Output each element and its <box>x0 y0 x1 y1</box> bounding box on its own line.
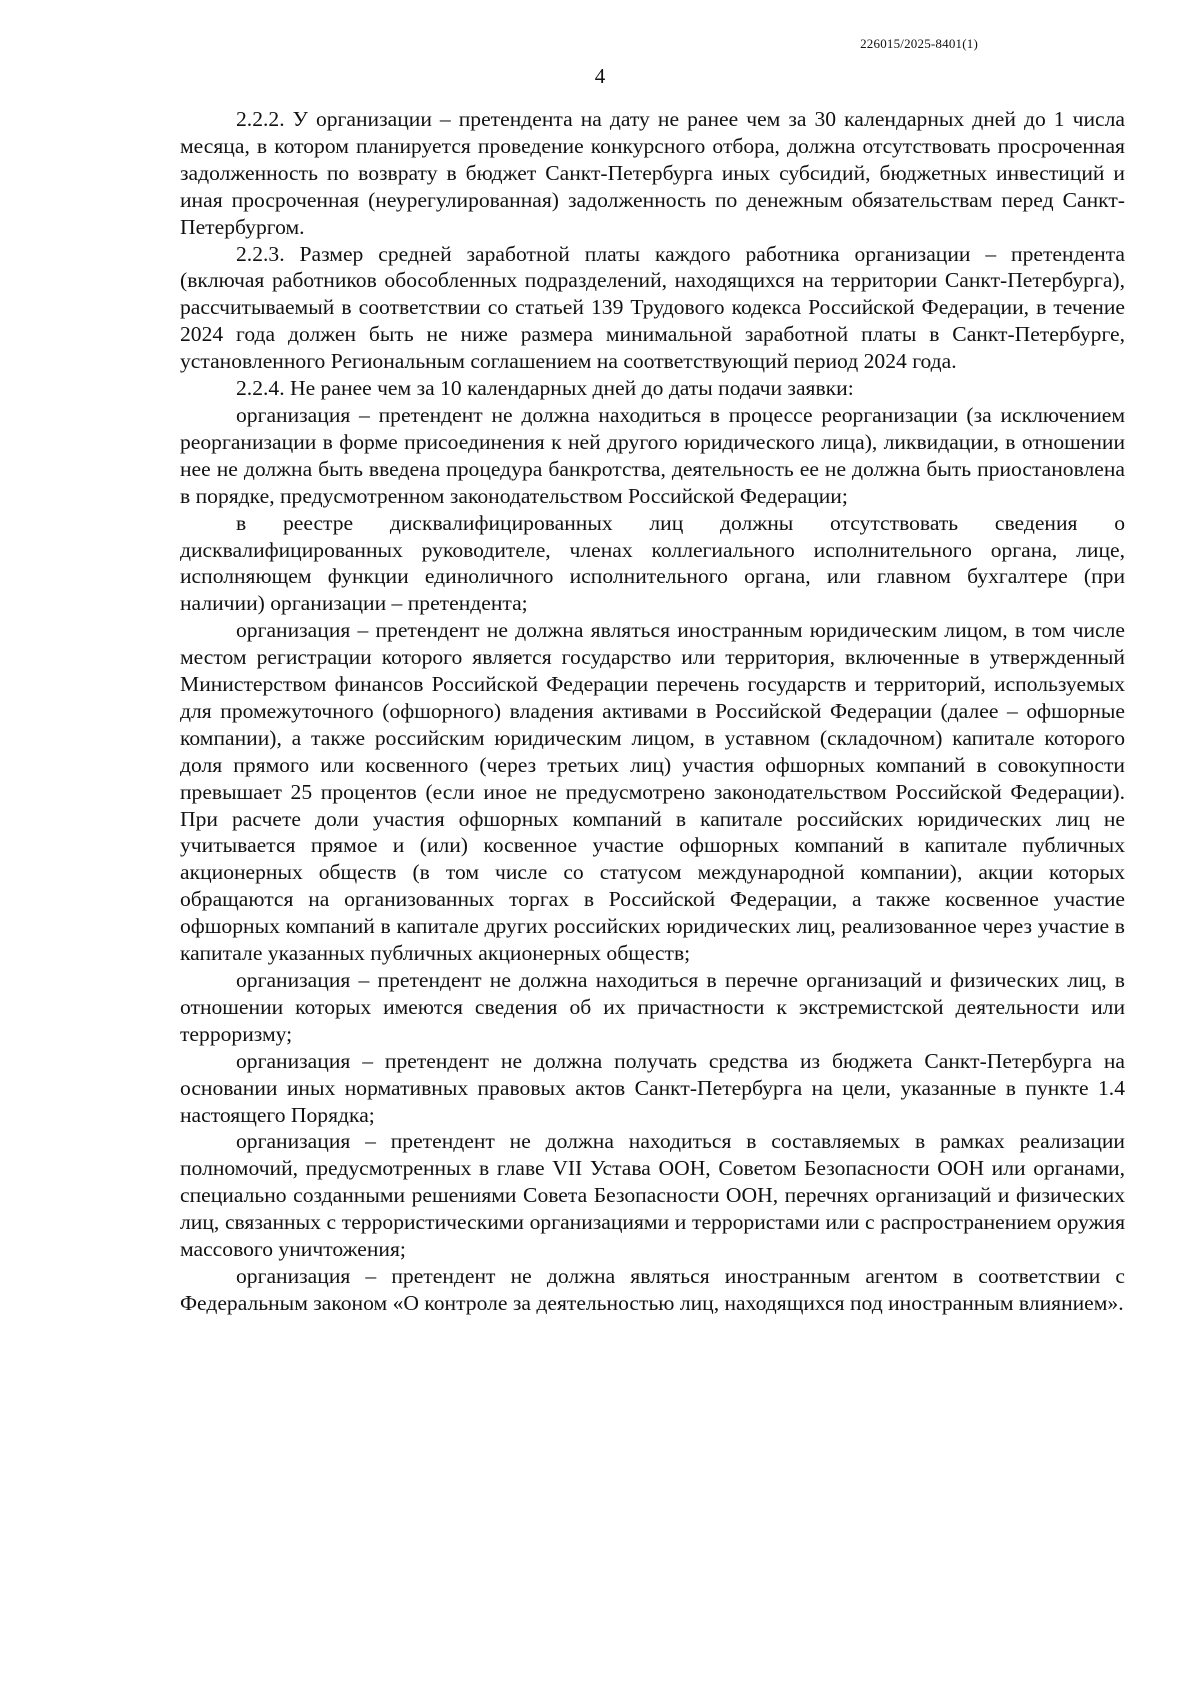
paragraph-2-2-3: 2.2.3. Размер средней заработной платы каждого работника организации – претендента (включая работников обособленных подразделений, находящихся на территории Санкт-Петербурга), рассчитываемый в соответствии со статьей 139 Трудового кодекса Российской Федерации, в течение 2024 года должен быть не ниже размера минимальной заработной платы в Санкт-Петербурге, установленного Региональным соглашением на соответствующий период 2024 года. <box>180 241 1125 374</box>
document-body <box>180 106 1125 1317</box>
paragraph-2-2-2: 2.2.2. У организации – претендента на дату не ранее чем за 30 календарных дней до 1 числа месяца, в котором планируется проведение конкурсного отбора, должна отсутствовать просроченная задолженность по возврату в бюджет Санкт-Петербурга иных субсидий, бюджетных инвестиций и иная просроченная (неурегулированная) задолженность по денежным обязательствам перед Санкт-Петербургом. <box>180 107 1125 239</box>
requirement-no-reorganization: организация – претендент не должна находиться в процессе реорганизации (за исключением реорганизации в форме присоединения к ней другого юридического лица), ликвидации, в отношении нее не должна быть введена процедура банкротства, деятельность ее не должна быть приостановлена в порядке, предусмотренном законодательством Российской Федерации; <box>180 402 1125 508</box>
page-number: 4 <box>594 64 606 88</box>
requirement-no-other-funding: организация – претендент не должна получать средства из бюджета Санкт-Петербурга на основании иных нормативных правовых актов Санкт-Петербурга на цели, указанные в пункте 1.4 настоящего Порядка; <box>180 1048 1125 1127</box>
requirement-no-foreign-agent: организация – претендент не должна являться иностранным агентом в соответствии с Федеральным законом «О контроле за деятельностью лиц, находящихся под иностранным влиянием». <box>180 1263 1125 1315</box>
requirement-no-offshore: организация – претендент не должна являться иностранным юридическим лицом, в том числе местом регистрации которого является государство или территория, включенные в утвержденный Министерством финансов Российской Федерации перечень государств и территорий, используемых для промежуточного (офшорного) владения активами в Российской Федерации (далее – офшорные компании), а также российским юридическим лицом, в уставном (складочном) капитале которого доля прямого или косвенного (через третьих лиц) участия офшорных компаний в совокупности превышает 25 процентов (если иное не предусмотрено законодательством Российской Федерации). При расчете доли участия офшорных компаний в капитале российских юридических лиц не учитывается прямое и (или) косвенное участие офшорных компаний в капитале публичных акционерных обществ (в том числе со статусом международной компании), акции которых обращаются на организованных торгах в Российской Федерации, а также косвенное участие офшорных компаний в капитале других российских юридических лиц, реализованное через участие в капитале указанных публичных акционерных обществ; <box>180 618 1125 966</box>
requirement-no-extremism: организация – претендент не должна находиться в перечне организаций и физических лиц, в отношении которых имеются сведения об их причастности к экстремистской деятельности или терроризму; <box>180 968 1125 1046</box>
paragraph-2-2-4: 2.2.4. Не ранее чем за 10 календарных дней до даты подачи заявки: <box>236 376 854 401</box>
requirement-no-un-sanctions: организация – претендент не должна находиться в составляемых в рамках реализации полномочий, предусмотренных в главе VII Устава ООН, Советом Безопасности ООН или органами, специально созданными решениями Совета Безопасности ООН, перечнях организаций и физических лиц, связанных с террористическими организациями и террористами или с распространением оружия массового уничтожения; <box>180 1129 1125 1262</box>
document-registration-number: 226015/2025-8401(1) <box>860 36 978 51</box>
requirement-no-disqualified-persons: в реестре дисквалифицированных лиц должны отсутствовать сведения о дисквалифицированных руководителе, членах коллегиального исполнительного органа, лице, исполняющем функции единоличного исполнительного органа, или главном бухгалтере (при наличии) организации – претендента; <box>180 510 1125 616</box>
